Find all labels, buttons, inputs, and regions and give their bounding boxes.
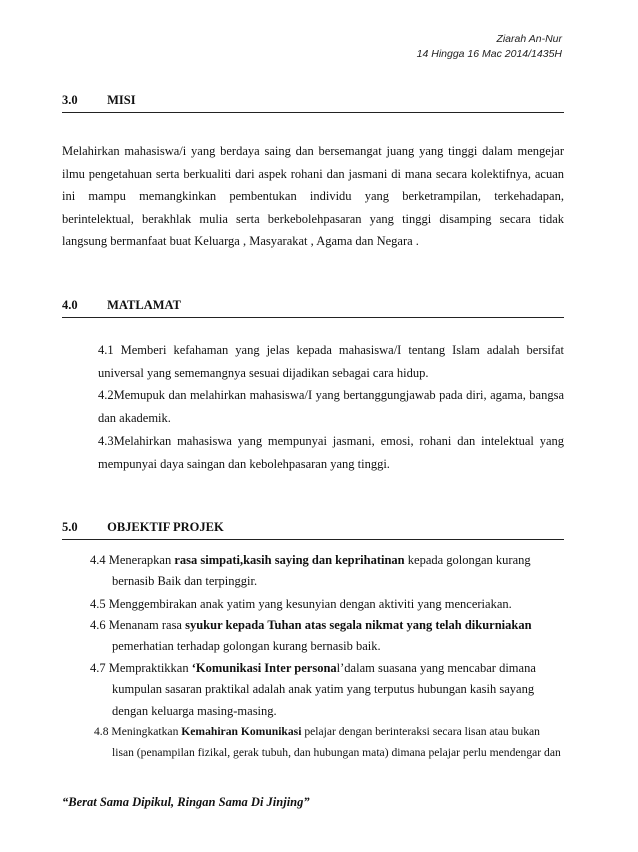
footer-text: Berat Sama Dipikul, Ringan Sama Di Jinjing xyxy=(68,795,304,809)
objektif-item-4-7 xyxy=(90,658,564,722)
section-heading-objektif xyxy=(62,520,564,540)
item-bold-text: rasa simpati,kasih saying dan keprihatinan xyxy=(174,553,405,567)
objektif-item-4-8 xyxy=(94,722,564,763)
item-continuation: kumpulan sasaran praktikal adalah anak yatim yang terputus hubungan kasih sayang xyxy=(112,682,535,697)
item-text: 4.5 Menggembirakan anak yatim yang kesunyian dengan aktiviti yang menceriakan. xyxy=(90,597,512,611)
section-title: MATLAMAT xyxy=(107,298,181,312)
section-heading-matlamat xyxy=(62,298,564,318)
objektif-item-4-4 xyxy=(90,550,564,593)
open-quote: “ xyxy=(62,795,69,809)
section-number: 4.0 xyxy=(62,298,78,312)
header-date: 14 Hingga 16 Mac 2014/1435H xyxy=(416,48,562,60)
page-header xyxy=(417,32,562,62)
header-title: Ziarah An-Nur xyxy=(496,33,562,45)
item-text: 4.6 Menanam rasa xyxy=(90,618,186,632)
matlamat-item-2: 4.2Memupuk dan melahirkan mahasiswa/I yang bertanggungjawab pada diri, agama, bangsa dan akademik. xyxy=(98,388,564,425)
item-text: kepada golongan kurang xyxy=(404,553,531,567)
item-bold-text: Kemahiran Komunikasi xyxy=(181,725,302,738)
item-continuation: lisan (penampilan fizikal, gerak tubuh, dan hubungan mata) dimana pelajar perlu mendengar dan xyxy=(112,745,561,759)
section-title: OBJEKTIF PROJEK xyxy=(107,520,224,534)
item-text: 4.8 Meningkatkan xyxy=(94,725,182,738)
item-text: l’dalam suasana yang mencabar dimana xyxy=(336,661,536,675)
footer-motto xyxy=(62,795,310,810)
section-heading-misi xyxy=(62,93,564,113)
item-bold-text: ‘Komunikasi Inter persona xyxy=(191,661,337,675)
matlamat-item-3: 4.3Melahirkan mahasiswa yang mempunyai jasmani, emosi, rohani dan intelektual yang mempunyai daya saingan dan kebolehpasaran yang tinggi. xyxy=(98,434,564,471)
objektif-item-4-6 xyxy=(90,615,564,658)
item-text: pelajar dengan berinteraksi secara lisan atau bukan xyxy=(301,725,540,738)
misi-paragraph: Melahirkan mahasiswa/i yang berdaya saing dan bersemangat juang yang tinggi dalam mengejar ilmu pengetahuan serta berkualiti dari aspek rohani dan jasmani di mana secara kolektifnya, acuan ini mampu memangkinkan pembentukan individu yang berketrampilan, terkehadapan, berintelektual, berakhlak mulia serta berkebolehpasaran yang tinggi disamping secara tidak langsung bermanfaat buat Keluarga , Masyarakat , Agama dan Negara . xyxy=(62,144,564,249)
item-text: 4.4 Menerapkan xyxy=(90,553,175,567)
item-text: 4.7 Mempraktikkan xyxy=(90,661,192,675)
matlamat-item-1: 4.1 Memberi kefahaman yang jelas kepada mahasiswa/I tentang Islam adalah bersifat universal yang sememangnya sesuai dijadikan sebagai cara hidup. xyxy=(98,343,564,380)
section-number: 3.0 xyxy=(62,93,78,107)
item-continuation: dengan keluarga masing-masing. xyxy=(112,703,277,718)
close-quote: ” xyxy=(303,795,310,809)
item-bold-text: syukur kepada Tuhan atas segala nikmat yang telah dikurniakan xyxy=(185,618,532,632)
item-continuation: bernasib Baik dan terpinggir. xyxy=(112,574,258,589)
section-title: MISI xyxy=(107,93,136,107)
objektif-item-4-5 xyxy=(90,594,564,615)
section-number: 5.0 xyxy=(62,520,78,534)
item-continuation: pemerhatian terhadap golongan kurang bernasib baik. xyxy=(112,639,381,654)
